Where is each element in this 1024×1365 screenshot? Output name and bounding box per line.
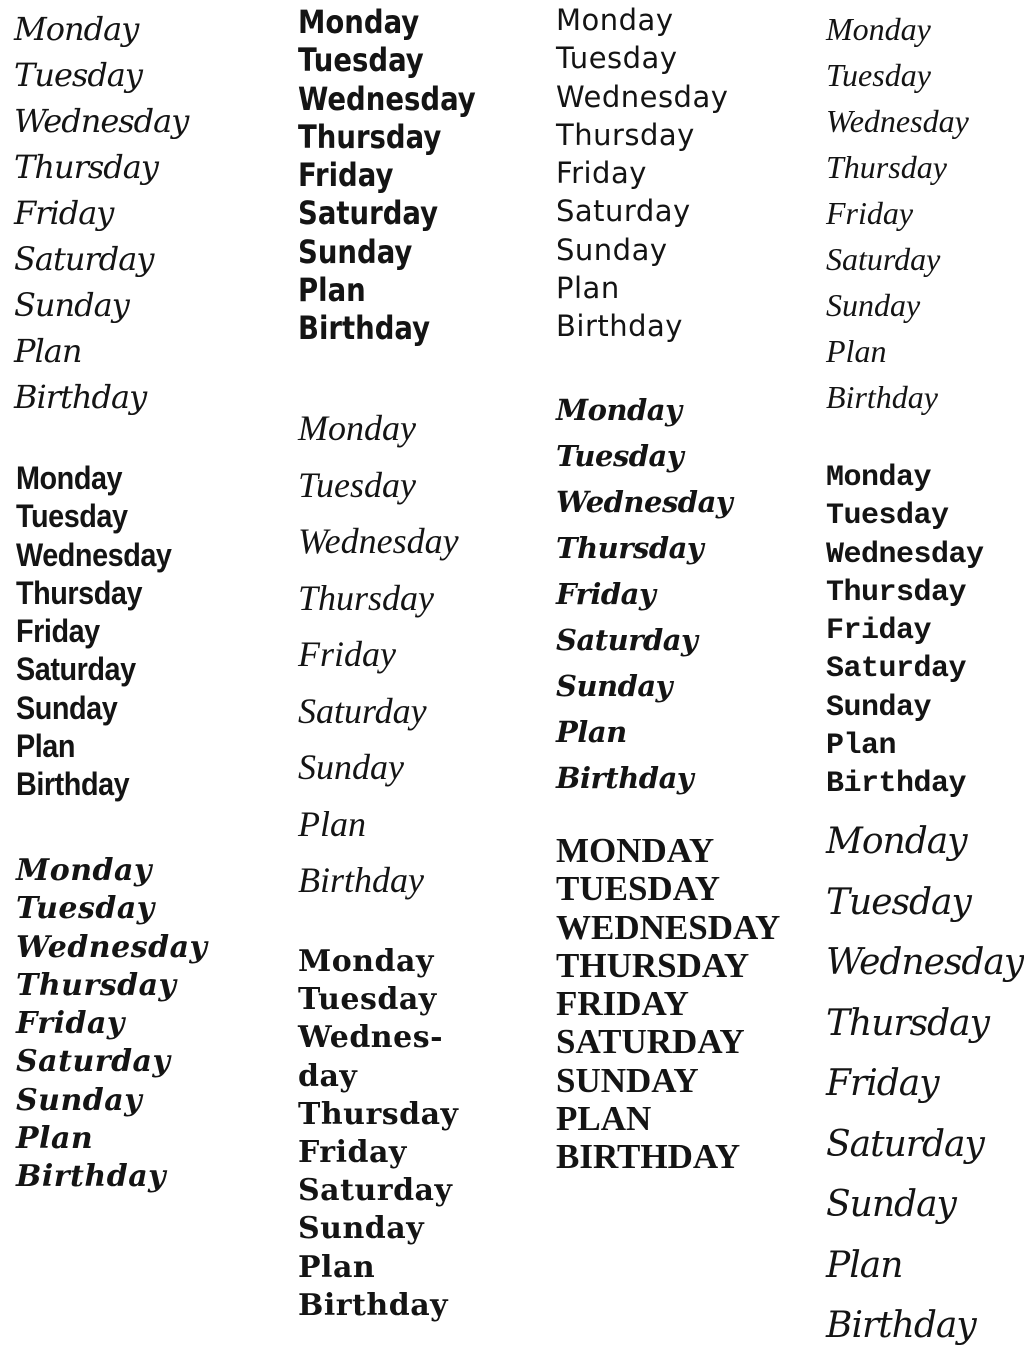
word-label: Birthday bbox=[826, 767, 967, 802]
word-label: Sunday bbox=[826, 690, 932, 725]
word-label: Wednes- bbox=[298, 1020, 444, 1056]
word-label: Saturday bbox=[556, 623, 698, 657]
word-label: Birthday bbox=[826, 379, 938, 415]
word-label: WEDNESDAY bbox=[556, 907, 781, 947]
word-label: Monday bbox=[826, 821, 967, 862]
word-label: Monday bbox=[298, 944, 434, 979]
stencil-caps-word-list bbox=[556, 832, 780, 1177]
word-label: Saturday bbox=[298, 1173, 453, 1209]
word-label: Friday bbox=[826, 1063, 939, 1104]
word-label: Friday bbox=[16, 613, 100, 650]
word-label: Plan bbox=[826, 1244, 903, 1286]
word-label: Plan bbox=[16, 728, 76, 765]
word-label: Wednesday bbox=[16, 536, 172, 573]
condensed-bold-word-list bbox=[16, 459, 189, 804]
word-label: Sunday bbox=[298, 1211, 425, 1247]
playful-bold-word-list bbox=[298, 943, 459, 1325]
word-label: Wednesday bbox=[826, 942, 1024, 983]
word-label: Thursday bbox=[14, 148, 158, 186]
word-label: Friday bbox=[826, 614, 932, 649]
word-label: Friday bbox=[556, 577, 656, 611]
word-label: THURSDAY bbox=[556, 945, 750, 985]
word-label: Friday bbox=[14, 194, 114, 232]
heavy-bold-word-list bbox=[298, 3, 505, 348]
word-label: Tuesday bbox=[826, 57, 931, 93]
word-label: Thursday bbox=[556, 531, 704, 565]
word-label: SUNDAY bbox=[556, 1060, 699, 1100]
word-label: Thursday bbox=[298, 117, 442, 156]
word-label: Tuesday bbox=[298, 982, 437, 1018]
word-label: Birthday bbox=[556, 309, 683, 344]
word-label: Tuesday bbox=[556, 439, 684, 473]
word-label: Wednesday bbox=[826, 537, 984, 572]
word-label: BIRTHDAY bbox=[556, 1137, 741, 1177]
word-label: Wednesday bbox=[16, 929, 208, 965]
word-label: Birthday bbox=[298, 860, 424, 900]
word-label: Tuesday bbox=[14, 56, 142, 94]
word-label: Wednesday bbox=[826, 103, 969, 139]
word-label: Sunday bbox=[298, 232, 413, 271]
word-label: PLAN bbox=[556, 1099, 652, 1139]
word-label: Tuesday bbox=[298, 464, 417, 505]
word-label: Thursday bbox=[16, 967, 177, 1003]
word-label: Plan bbox=[556, 715, 627, 749]
brush-script-word-list bbox=[556, 387, 732, 801]
word-label: Tuesday bbox=[16, 891, 155, 927]
word-label: Plan bbox=[298, 1249, 376, 1285]
rounded-sans-word-list bbox=[556, 1, 728, 346]
word-label: Sunday bbox=[14, 286, 129, 324]
word-label: Saturday bbox=[16, 1044, 171, 1080]
retro-bold-script-word-list bbox=[16, 852, 207, 1197]
word-label: Saturday bbox=[16, 651, 136, 688]
word-label: Saturday bbox=[14, 240, 154, 278]
word-label: Sunday bbox=[298, 747, 404, 787]
word-label: Plan bbox=[298, 803, 366, 844]
word-label: Sunday bbox=[16, 1082, 143, 1118]
word-label: Friday bbox=[556, 156, 647, 191]
word-label: Birthday bbox=[14, 378, 147, 416]
word-label: Friday bbox=[298, 634, 396, 674]
word-label: Birthday bbox=[556, 761, 694, 795]
word-label: Sunday bbox=[16, 689, 118, 726]
word-label: Wednesday bbox=[298, 79, 476, 118]
word-label: Birthday bbox=[826, 1305, 976, 1346]
word-label: Saturday bbox=[298, 690, 427, 731]
word-label: Tuesday bbox=[16, 498, 128, 535]
word-label: Monday bbox=[556, 393, 682, 427]
typewriter-word-list bbox=[826, 459, 984, 804]
word-label: Saturday bbox=[298, 194, 439, 233]
word-label: Thursday bbox=[826, 575, 967, 610]
word-label: Friday bbox=[16, 1006, 125, 1042]
word-label: Monday bbox=[298, 3, 420, 41]
word-label: Thursday bbox=[556, 117, 695, 152]
word-label: Monday bbox=[14, 10, 139, 48]
word-label: Sunday bbox=[556, 232, 668, 267]
word-label: Thursday bbox=[826, 1002, 989, 1044]
word-label: Plan bbox=[826, 333, 887, 369]
word-label: Monday bbox=[826, 461, 932, 495]
word-label: Wednesday bbox=[14, 102, 189, 140]
word-label: SATURDAY bbox=[556, 1022, 745, 1062]
word-label: Saturday bbox=[826, 241, 941, 277]
word-label: Sunday bbox=[826, 1184, 956, 1225]
word-label: Monday bbox=[16, 460, 123, 496]
word-label: Sunday bbox=[826, 287, 921, 323]
word-label: Birthday bbox=[298, 309, 431, 348]
word-label: Monday bbox=[556, 3, 674, 37]
word-label: Friday bbox=[298, 156, 394, 195]
word-label: FRIDAY bbox=[556, 984, 689, 1024]
word-label: Birthday bbox=[298, 1287, 449, 1323]
word-label: Saturday bbox=[556, 194, 691, 229]
word-label: Plan bbox=[298, 271, 366, 310]
word-label: Tuesday bbox=[298, 41, 424, 80]
word-label: Monday bbox=[298, 408, 416, 448]
word-label: Tuesday bbox=[556, 41, 678, 76]
word-label: TUESDAY bbox=[556, 869, 721, 909]
word-label: Birthday bbox=[16, 766, 130, 803]
word-label: MONDAY bbox=[556, 831, 715, 870]
word-label: Plan bbox=[826, 729, 897, 764]
tattoo-script-word-list bbox=[826, 812, 1023, 1357]
word-label: Sunday bbox=[556, 669, 673, 703]
calligraphic-script-word-list bbox=[298, 400, 459, 909]
light-script-word-list bbox=[826, 6, 969, 420]
word-label: Friday bbox=[298, 1134, 407, 1170]
word-label: Thursday bbox=[16, 574, 143, 611]
word-label: Monday bbox=[826, 11, 931, 47]
word-label: Monday bbox=[16, 853, 152, 888]
word-label: Tuesday bbox=[826, 881, 971, 923]
word-label: Thursday bbox=[826, 149, 947, 185]
word-label: Plan bbox=[556, 271, 620, 306]
script-italic-word-list bbox=[14, 6, 188, 420]
word-label: Saturday bbox=[826, 1123, 984, 1165]
word-label: Friday bbox=[826, 195, 914, 231]
word-label: Wednesday bbox=[298, 521, 459, 561]
word-label: day bbox=[298, 1058, 358, 1094]
word-label: Plan bbox=[14, 332, 82, 370]
word-label: Wednesday bbox=[556, 485, 733, 519]
word-label: Birthday bbox=[16, 1159, 167, 1195]
word-label: Thursday bbox=[298, 577, 435, 618]
word-label: Tuesday bbox=[826, 499, 949, 534]
word-label: Wednesday bbox=[556, 79, 729, 114]
word-label: Saturday bbox=[826, 652, 967, 687]
word-label: Thursday bbox=[298, 1096, 459, 1132]
word-label: Plan bbox=[16, 1121, 94, 1157]
